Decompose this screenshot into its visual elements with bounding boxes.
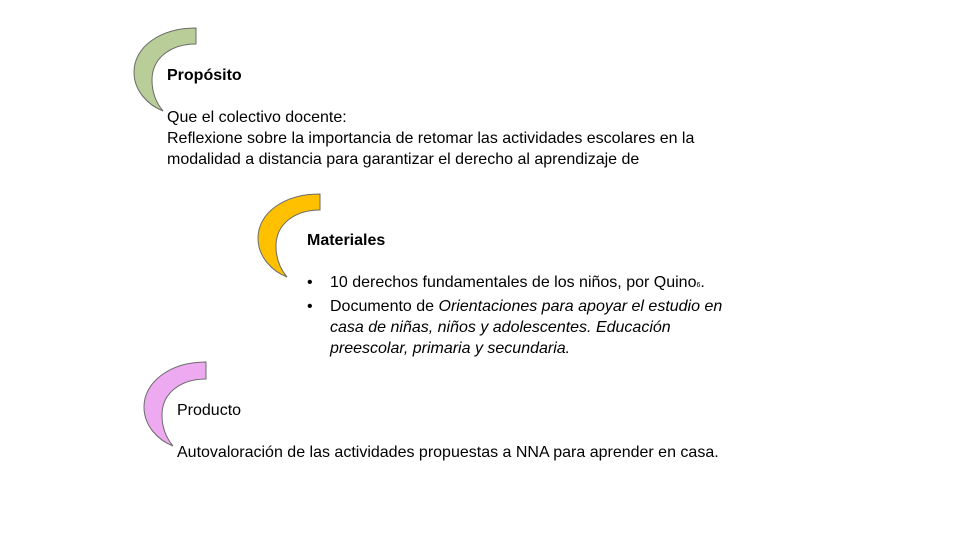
producto-section — [177, 400, 719, 463]
producto-heading: Producto — [177, 402, 242, 419]
materiales-item-2 — [307, 296, 722, 359]
materiales-item-1 — [307, 272, 722, 296]
materiales-section — [307, 230, 722, 359]
proposito-line-1: Reflexione sobre la importancia de retomar las actividades escolares en la — [167, 130, 695, 147]
materiales-list — [307, 272, 722, 359]
materiales-item-1-text: 10 derechos fundamentales de los niños, por Quino — [330, 274, 697, 291]
materiales-item-2-prefix: Documento de — [330, 298, 439, 315]
proposito-line-2: modalidad a distancia para garantizar el derecho al aprendizaje de — [167, 151, 640, 168]
materiales-heading: Materiales — [307, 232, 386, 249]
materiales-item-1-end: . — [700, 274, 705, 291]
proposito-intro: Que el colectivo docente: — [167, 109, 347, 126]
bullet-icon: • — [307, 274, 313, 291]
producto-text: Autovaloración de las actividades propuestas a NNA para aprender en casa. — [177, 444, 719, 461]
materiales-item-2-title-1: Orientaciones para apoyar el estudio en — [438, 298, 723, 315]
materiales-item-2-title-3: preescolar, primaria y secundaria. — [330, 340, 571, 357]
materiales-item-1-footnote: 6 — [696, 282, 701, 289]
proposito-heading: Propósito — [167, 67, 242, 84]
proposito-section — [167, 65, 694, 170]
bullet-icon: • — [307, 298, 313, 315]
materiales-item-2-title-2: casa de niñas, niños y adolescentes. Educación — [330, 319, 671, 336]
